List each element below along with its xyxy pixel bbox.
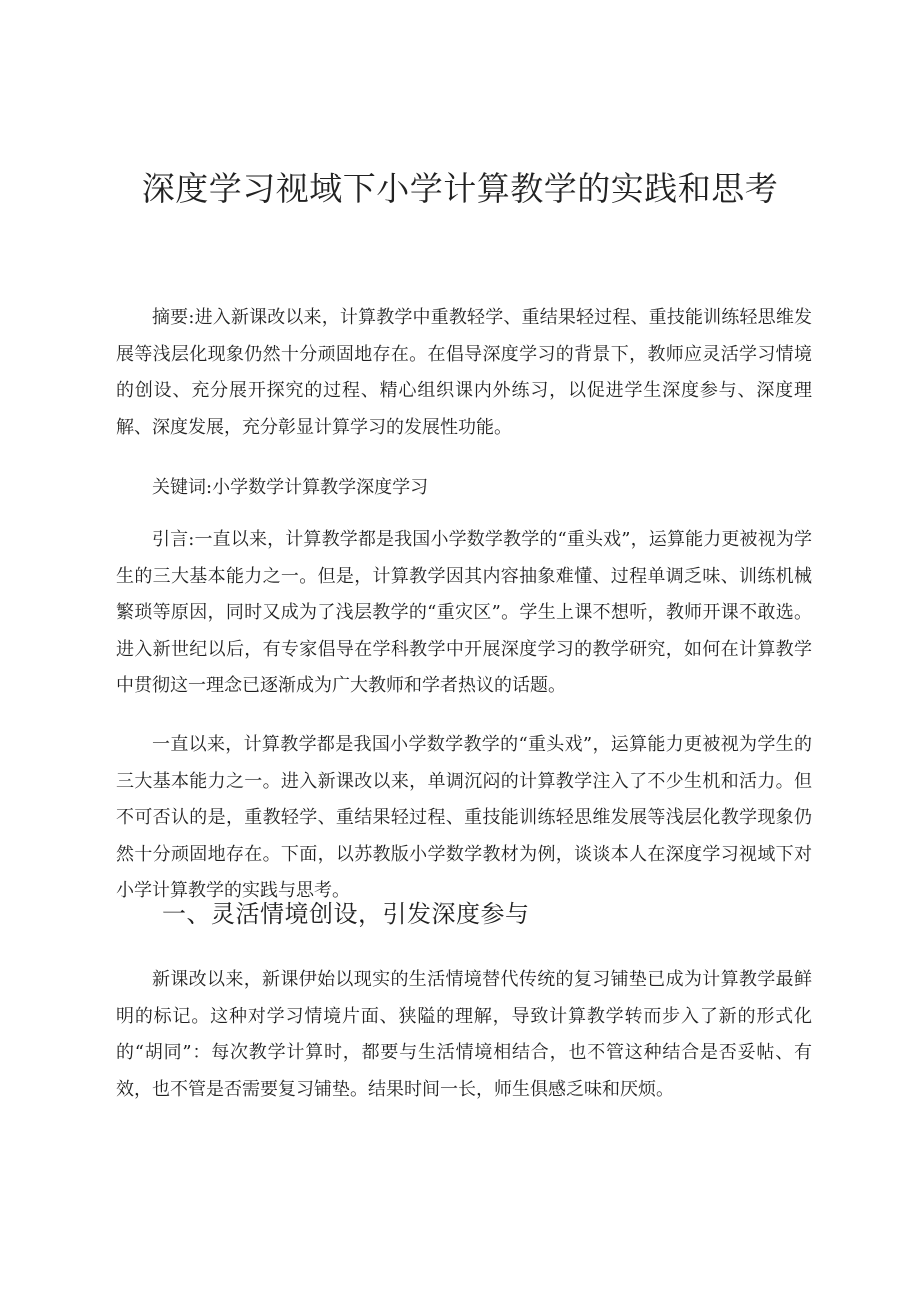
keywords-text: 小学数学计算教学深度学习 [212, 477, 429, 498]
abstract-label: 摘要: [152, 307, 195, 328]
intro-text: 一直以来，计算教学都是我国小学数学教学的“重头戏”，运算能力更被视为学生的三大基本能力之一。但是，计算教学因其内容抽象难懂、过程单调乏味、训练机械繁琐等原因，同时又成为了浅层教学的“重灾区”。学生上课不想听，教师开课不敢选。进入新世纪以后，有专家倡导在学科教学中开展深度学习的教学研究，如何在计算教学中贯彻这一理念已逐渐成为广大教师和学者热议的话题。 [116, 529, 812, 696]
section-heading-1: 一、灵活情境创设，引发深度参与 [162, 900, 530, 928]
keywords-label: 关键词: [152, 477, 213, 498]
intro-paragraph [116, 522, 812, 705]
keywords-paragraph [116, 470, 812, 507]
abstract-text: 进入新课改以来，计算教学中重教轻学、重结果轻过程、重技能训练轻思维发展等浅层化现象仍然十分顽固地存在。在倡导深度学习的背景下，教师应灵活学习情境的创设、充分展开探究的过程、精心组织课内外练习，以促进学生深度参与、深度理解、深度发展，充分彰显计算学习的发展性功能。 [116, 307, 812, 438]
body-paragraph: 一直以来，计算教学都是我国小学数学教学的“重头戏”，运算能力更被视为学生的三大基本能力之一。进入新课改以来，单调沉闷的计算教学注入了不少生机和活力。但不可否认的是，重教轻学、重结果轻过程、重技能训练轻思维发展等浅层化教学现象仍然十分顽固地存在。下面，以苏教版小学数学教材为例，谈谈本人在深度学习视域下对小学计算教学的实践与思考。 [116, 734, 812, 901]
document-title: 深度学习视域下小学计算教学的实践和思考 [141, 169, 779, 208]
abstract-paragraph [116, 300, 812, 446]
section-1-paragraph: 新课改以来，新课伊始以现实的生活情境替代传统的复习铺垫已成为计算教学最鲜明的标记。这种对学习情境片面、狭隘的理解，导致计算教学转而步入了新的形式化的“胡同”：每次教学计算时，都要与生活情境相结合，也不管这种结合是否妥帖、有效，也不管是否需要复习铺垫。结果时间一长，师生俱感乏味和厌烦。 [116, 969, 812, 1100]
intro-label: 引言: [152, 529, 195, 550]
